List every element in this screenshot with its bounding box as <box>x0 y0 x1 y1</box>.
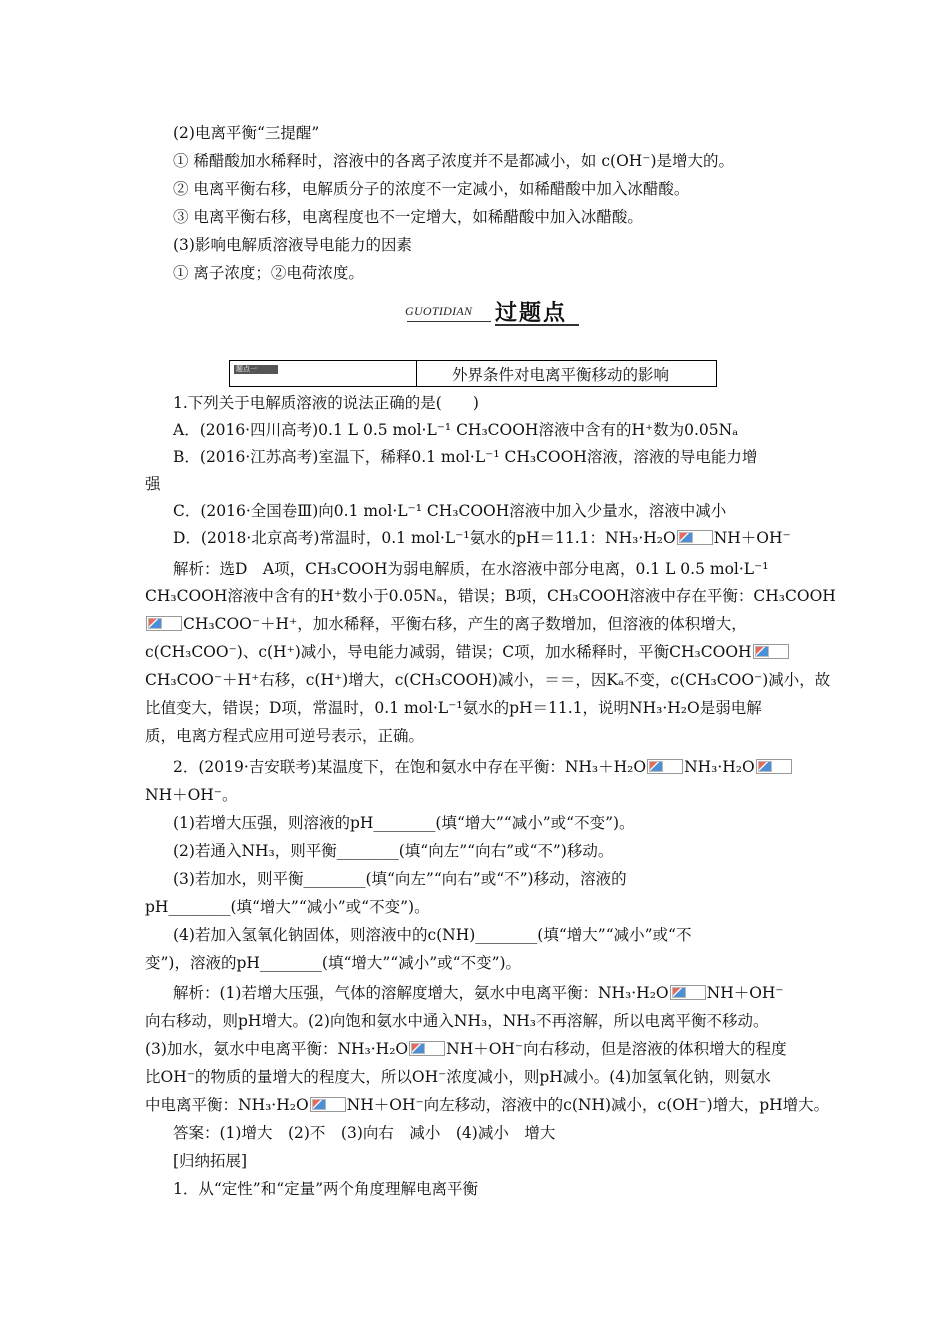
reversible-arrow-icon <box>146 616 182 631</box>
reversible-arrow-icon <box>677 530 713 545</box>
intro-point-2: ② 电离平衡右移，电解质分子的浓度不一定减小，如稀醋酸中加入冰醋酸。 <box>173 180 690 198</box>
reversible-arrow-icon <box>756 759 792 774</box>
a2-line-3 <box>145 1038 810 1060</box>
reversible-arrow-icon <box>670 985 706 1000</box>
a1-line-5: CH₃COO⁻＋H⁺右移，c(H⁺)增大，c(CH₃COOH)减小，＝＝，因Kₐ不变，c(CH₃COO⁻)减小，故 <box>145 671 831 689</box>
a2-line-2: 向右移动，则pH增大。(2)向饱和氨水中通入NH₃，NH₃不再溶解，所以电离平衡不移动。 <box>145 1012 769 1030</box>
topic-tag: 题点一 <box>234 365 278 374</box>
intro-heading-2: (2)电离平衡“三提醒” <box>173 124 320 142</box>
a1-line-3 <box>145 613 810 635</box>
a2-line-3-text: (3)加水，氨水中电离平衡：NH₃·H₂O <box>145 1040 409 1058</box>
q2-part-1: (1)若增大压强，则溶液的pH________(填“增大”“减小”或“不变”)。 <box>173 814 635 832</box>
a2-line-3-product: NH＋OH⁻向右移动，但是溶液的体积增大的程度 <box>446 1040 787 1058</box>
q1-stem: 1.下列关于电解质溶液的说法正确的是( ) <box>173 394 479 412</box>
extension-line-1: 1．从“定性”和“定量”两个角度理解电离平衡 <box>173 1180 479 1198</box>
banner-title: 过题点 <box>495 301 568 326</box>
a2-line-5-text: 中电离平衡：NH₃·H₂O <box>145 1096 309 1114</box>
a1-line-4-text: c(CH₃COO⁻)、c(H⁺)减小，导电能力减弱，错误；C项，加水稀释时，平衡CH₃COOH <box>145 643 752 661</box>
intro-heading-3: (3)影响电解质溶液导电能力的因素 <box>173 236 412 254</box>
banner-pinyin: GUOTIDIAN <box>405 304 473 318</box>
a2-line-1-product: NH＋OH⁻ <box>706 984 784 1002</box>
a1-line-6: 比值变大，错误；D项，常温时，0.1 mol·L⁻¹氨水的pH＝11.1，说明NH₃·H₂O是弱电解 <box>145 699 762 717</box>
a1-line-7: 质，电离方程式应用可逆号表示，正确。 <box>145 727 425 745</box>
q2-part-3-cont: pH________(填“增大”“减小”或“不变”)。 <box>145 898 430 916</box>
q1-option-a: A．(2016·四川高考)0.1 L 0.5 mol·L⁻¹ CH₃COOH溶液中含有的H⁺数为0.05Nₐ <box>173 421 739 439</box>
extension-heading: [归纳拓展] <box>173 1152 248 1170</box>
section-banner <box>405 296 580 326</box>
intro-point-1: ① 稀醋酸加水稀释时，溶液中的各离子浓度并不是都减小，如 c(OH⁻)是增大的。 <box>173 152 735 170</box>
q2-stem-mid: NH₃·H₂O <box>684 758 755 776</box>
q2-part-4-cont: 变”)，溶液的pH________(填“增大”“减小”或“不变”)。 <box>145 954 522 972</box>
a1-line-1: 解析：选D A项，CH₃COOH为弱电解质，在水溶液中部分电离，0.1 L 0.5 mol·L⁻¹ <box>173 560 769 578</box>
q2-part-3: (3)若加水，则平衡________(填“向左”“向右”或“不”)移动，溶液的 <box>173 870 627 888</box>
a1-line-4 <box>145 641 810 663</box>
a1-line-3-text: CH₃COO⁻＋H⁺，加水稀释，平衡右移，产生的离子数增加，但溶液的体积增大， <box>183 615 747 633</box>
q1-option-d-text: D．(2018·北京高考)常温时，0.1 mol·L⁻¹氨水的pH＝11.1：NH₃·H₂O <box>173 529 676 547</box>
q2-part-2: (2)若通入NH₃，则平衡________(填“向左”“向右”或“不”)移动。 <box>173 842 614 860</box>
topic-box <box>229 360 717 387</box>
q1-option-b-cont: 强 <box>145 475 161 493</box>
a2-answer: 答案：(1)增大 (2)不 (3)向右 减小 (4)减小 增大 <box>173 1124 556 1142</box>
banner-underline <box>407 321 491 322</box>
topic-title: 外界条件对电离平衡移动的影响 <box>452 366 670 384</box>
a2-line-1 <box>173 982 838 1004</box>
q2-stem <box>173 756 838 778</box>
a2-line-1-text: 解析：(1)若增大压强，气体的溶解度增大，氨水中电离平衡：NH₃·H₂O <box>173 984 669 1002</box>
q1-option-b: B．(2016·江苏高考)室温下，稀释0.1 mol·L⁻¹ CH₃COOH溶液，溶液的导电能力增 <box>173 448 758 466</box>
reversible-arrow-icon <box>310 1097 346 1112</box>
a2-line-5-product: NH＋OH⁻向左移动，溶液中的c(NH)减小，c(OH⁻)增大，pH增大。 <box>346 1096 830 1114</box>
q2-stem-text: 2．(2019·吉安联考)某温度下，在饱和氨水中存在平衡：NH₃＋H₂O <box>173 758 647 776</box>
q1-option-d <box>173 527 838 549</box>
banner-underline-bold <box>495 324 579 326</box>
reversible-arrow-icon <box>409 1041 445 1056</box>
q2-stem-cont: NH＋OH⁻。 <box>145 786 238 804</box>
a1-line-2: CH₃COOH溶液中含有的H⁺数小于0.05Nₐ，错误；B项，CH₃COOH溶液中存在平衡：CH₃COOH <box>145 587 836 605</box>
a2-line-4: 比OH⁻的物质的量增大的程度大，所以OH⁻浓度减小，则pH减小。(4)加氢氧化钠，则氨水 <box>145 1068 771 1086</box>
intro-point-3: ③ 电离平衡右移，电离程度也不一定增大，如稀醋酸中加入冰醋酸。 <box>173 208 643 226</box>
q1-option-d-product: NH＋OH⁻ <box>713 529 791 547</box>
a2-line-5 <box>145 1094 830 1116</box>
q2-part-4: (4)若加入氢氧化钠固体，则溶液中的c(NH)________(填“增大”“减小”或“不 <box>173 926 692 944</box>
intro-point-4: ① 离子浓度；②电荷浓度。 <box>173 264 364 282</box>
reversible-arrow-icon <box>753 644 789 659</box>
reversible-arrow-icon <box>647 759 683 774</box>
q1-option-c: C．(2016·全国卷Ⅲ)向0.1 mol·L⁻¹ CH₃COOH溶液中加入少量水，溶液中减小 <box>173 502 727 520</box>
topic-tag-cell <box>230 361 417 386</box>
